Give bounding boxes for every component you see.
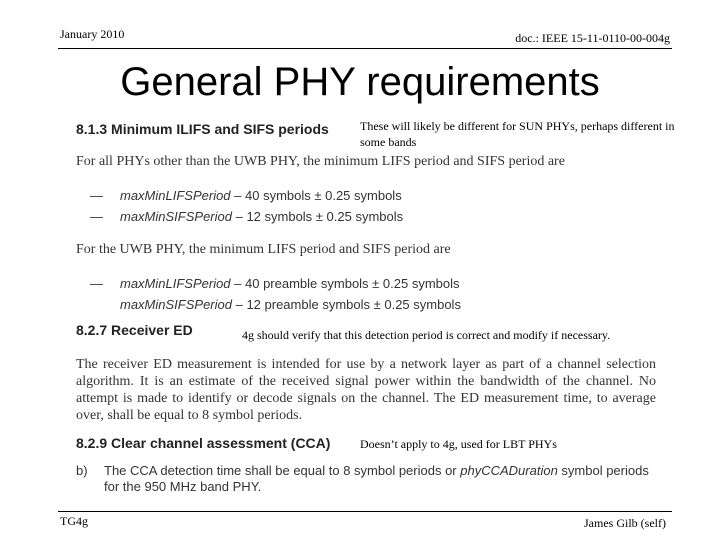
header-date: January 2010 [60, 27, 125, 41]
item-text: symbol periods for the 950 MHz band PHY. [104, 463, 649, 494]
dash-marker: — [90, 188, 103, 203]
param-name: phyCCADuration [460, 463, 558, 478]
section-829-heading: 8.2.9 Clear channel assessment (CCA) [76, 435, 331, 451]
footer-right: James Gilb (self) [584, 516, 666, 530]
param-name: maxMinSIFSPeriod [120, 297, 232, 312]
section-813-note: These will likely be different for SUN PHYs, perhaps different in some bands [360, 119, 675, 149]
param-name: maxMinSIFSPeriod [120, 209, 232, 224]
param-value: – 40 symbols ± 0.25 symbols [230, 188, 402, 203]
section-813-intro-uwb: For the UWB PHY, the minimum LIFS period and SIFS period are [76, 242, 451, 257]
section-813-heading: 8.1.3 Minimum ILIFS and SIFS periods [76, 121, 329, 137]
footer-left: TG4g [60, 514, 88, 528]
param-value: – 12 symbols ± 0.25 symbols [231, 209, 404, 224]
footer-divider [58, 511, 672, 512]
dash-marker: — [90, 209, 103, 224]
item-text: The CCA detection time shall be equal to 8 symbol periods or [104, 463, 461, 478]
list-item [90, 188, 402, 203]
section-827-heading: 8.2.7 Receiver ED [76, 322, 193, 338]
dash-marker: — [90, 276, 103, 291]
section-813-intro-all: For all PHYs other than the UWB PHY, the minimum LIFS period and SIFS period are [76, 154, 565, 169]
list-item [90, 276, 460, 291]
list-item [90, 297, 461, 312]
slide-title: General PHY requirements [120, 60, 600, 104]
param-value: – 12 preamble symbols ± 0.25 symbols [231, 297, 461, 312]
param-name: maxMinLIFSPeriod [120, 276, 231, 291]
section-829-note: Doesn’t apply to 4g, used for LBT PHYs [360, 437, 557, 451]
param-value: – 40 preamble symbols ± 0.25 symbols [230, 276, 460, 291]
list-marker: b) [76, 463, 88, 478]
list-item [90, 209, 403, 224]
header-doc-id: doc.: IEEE 15-11-0110-00-004g [515, 31, 670, 45]
section-829-item [104, 463, 664, 495]
param-name: maxMinLIFSPeriod [120, 188, 231, 203]
section-827-body: The receiver ED measurement is intended for use by a network layer as part of a channel selection algorithm. It is an estimate of the received signal power within the bandwidth of the channel. No attempt is made to identify or decode signals on the channel. The ED measurement time, to average over, shall be equal to 8 symbol periods. [76, 357, 656, 423]
header-divider [58, 48, 672, 49]
section-827-note: 4g should verify that this detection period is correct and modify if necessary. [242, 328, 611, 342]
